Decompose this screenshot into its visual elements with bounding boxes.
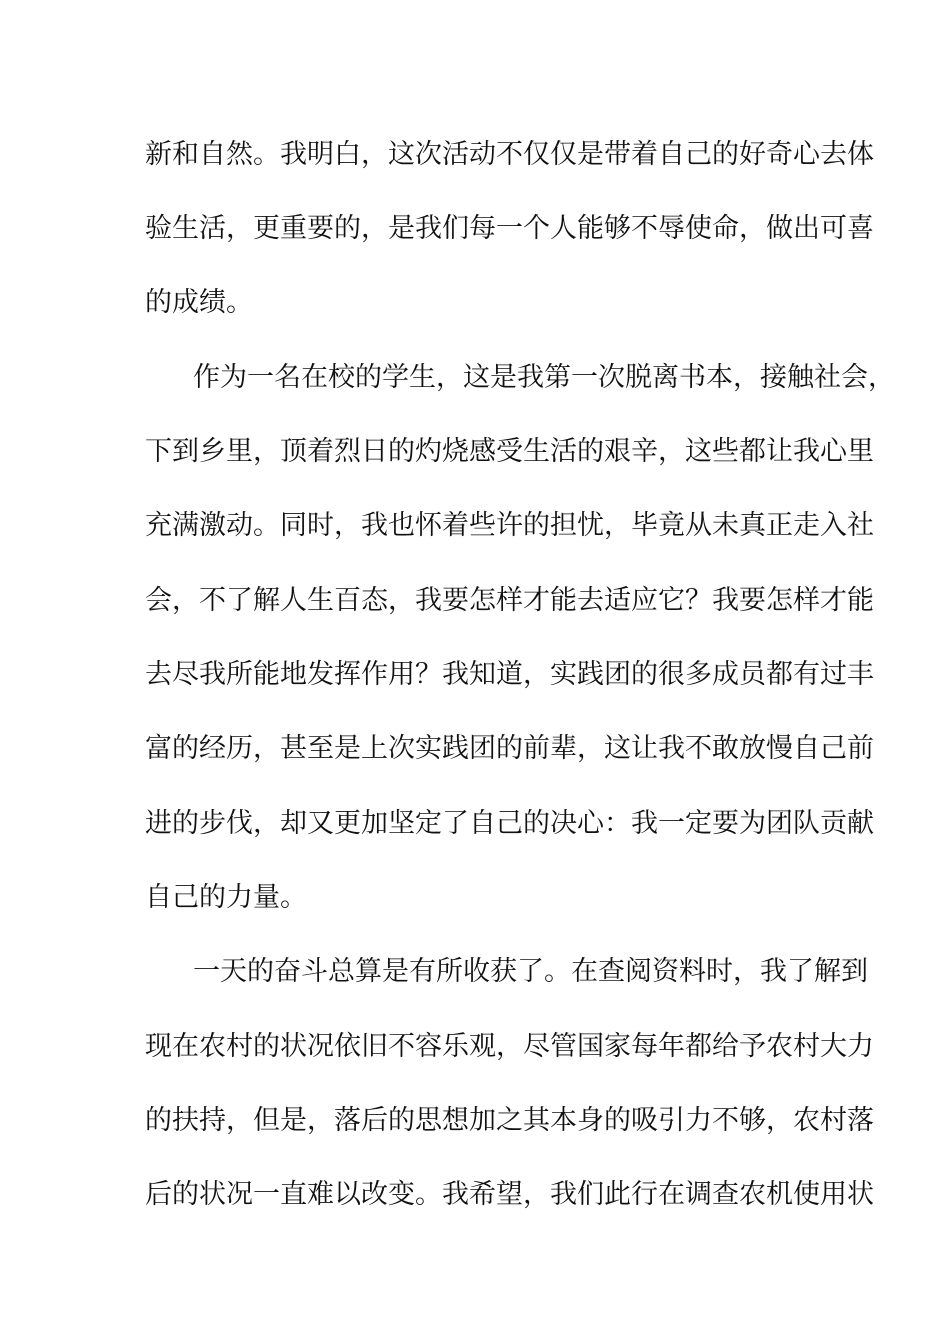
text-line: 进的步伐，却又更加坚定了自己的决心：我一定要为团队贡献 — [145, 808, 874, 839]
text-line: 验生活，更重要的，是我们每一个人能够不辱使命，做出可喜 — [145, 213, 874, 244]
text-line: 充满激动。同时，我也怀着些许的担忧，毕竟从未真正走入社 — [145, 510, 874, 541]
text-line: 去尽我所能地发挥作用？我知道，实践团的很多成员都有过丰 — [145, 659, 874, 690]
text-line: 下到乡里，顶着烈日的灼烧感受生活的艰辛，这些都让我心里 — [145, 436, 874, 467]
text-line: 富的经历，甚至是上次实践团的前辈，这让我不敢放慢自己前 — [145, 733, 874, 764]
text-line: 现在农村的状况依旧不容乐观，尽管国家每年都给予农村大力 — [145, 1031, 874, 1062]
text-line: 新和自然。我明白，这次活动不仅仅是带着自己的好奇心去体 — [145, 139, 874, 170]
text-line: 的扶持，但是，落后的思想加之其本身的吸引力不够，农村落 — [145, 1105, 874, 1136]
text-line: 一天的奋斗总算是有所收获了。在查阅资料时，我了解到 — [193, 956, 868, 987]
text-line: 作为一名在校的学生，这是我第一次脱离书本，接触社会， — [193, 362, 895, 393]
text-line: 的成绩。 — [145, 287, 253, 318]
text-line: 后的状况一直难以改变。我希望，我们此行在调查农机使用状 — [145, 1179, 874, 1210]
text-line: 自己的力量。 — [145, 882, 307, 913]
text-line: 会，不了解人生百态，我要怎样才能去适应它？我要怎样才能 — [145, 585, 874, 616]
